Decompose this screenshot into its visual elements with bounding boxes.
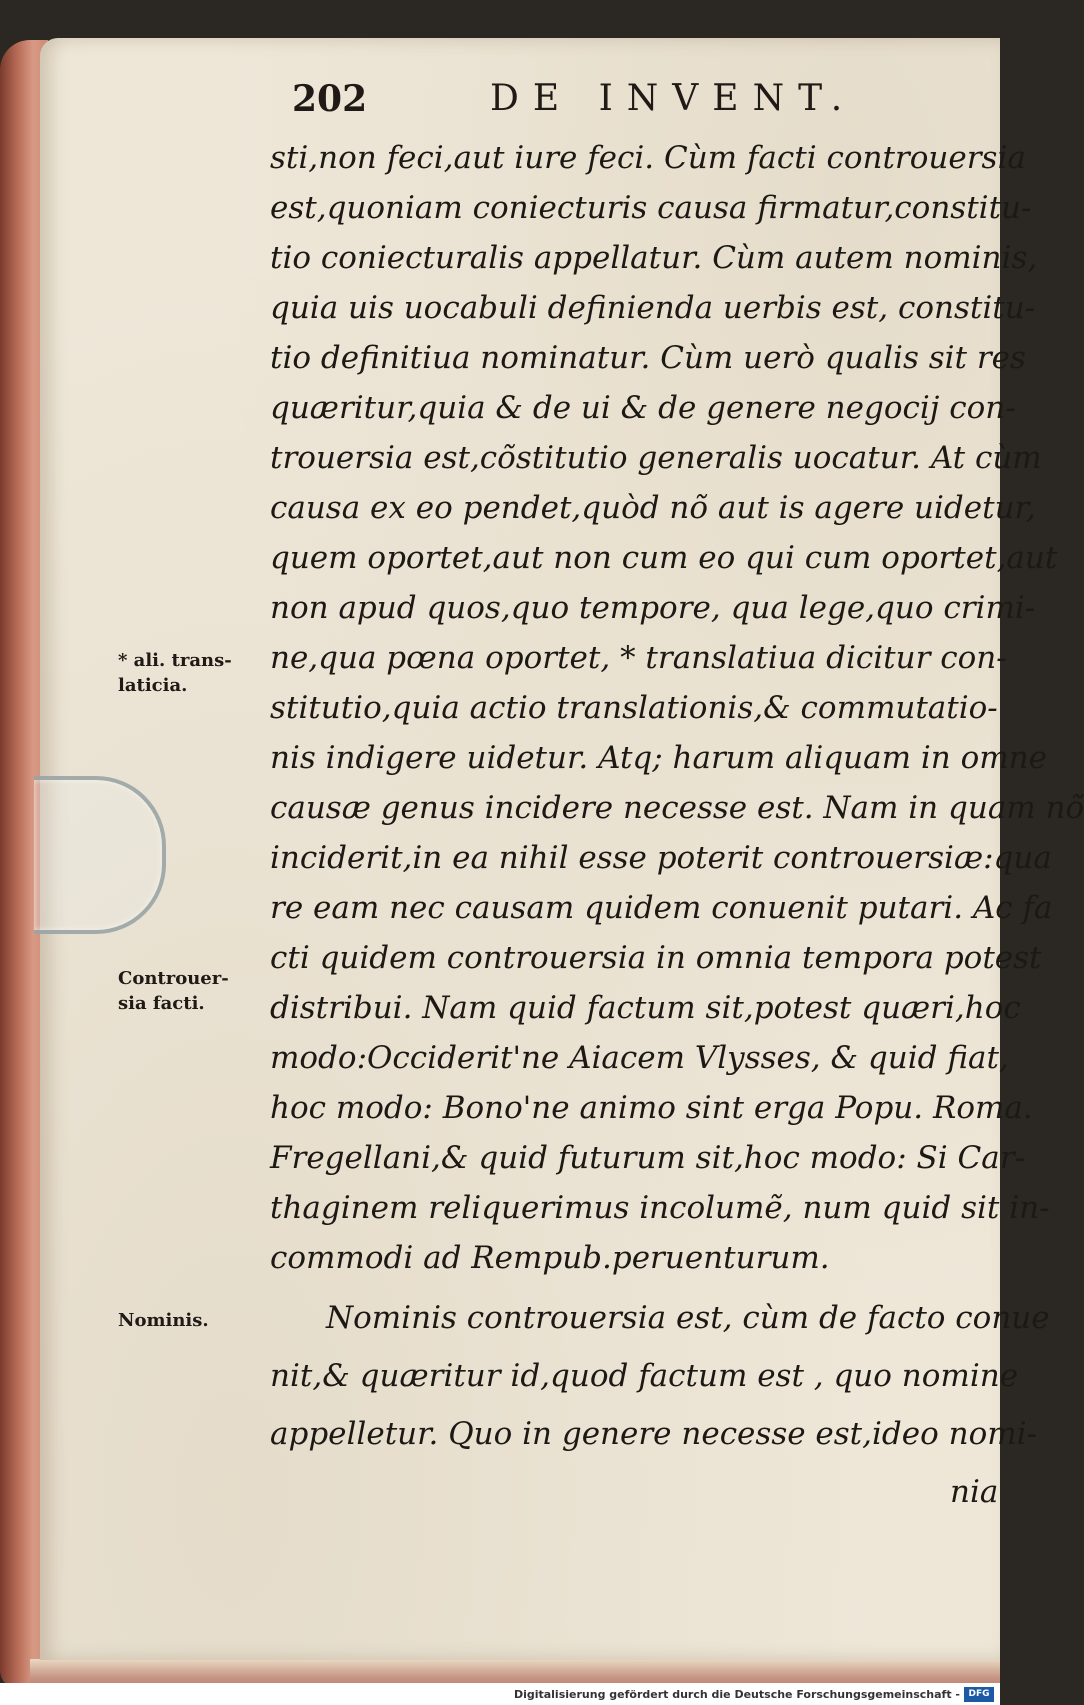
text-line: non apud quos,quo tempore, qua lege,quo crimi- (270, 590, 1036, 626)
text-line: re eam nec causam quidem conuenit putari. Ac fa (270, 890, 1053, 926)
catchword: nia (950, 1474, 999, 1510)
margin-note-line: * ali. trans- (118, 650, 232, 671)
text-line: hoc modo: Bono'ne animo sint erga Popu. Roma. (270, 1090, 1033, 1126)
margin-note-line: laticia. (118, 675, 188, 696)
dfg-logo: DFG (964, 1687, 994, 1702)
margin-note (118, 1308, 209, 1333)
digitization-credit: Digitalisierung gefördert durch die Deutsche Forschungsgemeinschaft - (513, 1688, 960, 1701)
text-line: ne,qua pœna oportet, * translatiua dicitur con- (270, 640, 1007, 676)
text-line: nis indigere uidetur. Atq; harum aliquam in omne (270, 740, 1047, 776)
page-number: 202 (292, 78, 368, 120)
text-line: sti,non feci,aut iure feci. Cùm facti controuersia (270, 140, 1026, 176)
margin-note (118, 966, 229, 1016)
text-line: tio coniecturalis appellatur. Cùm autem nominis, (270, 240, 1038, 276)
margin-note-line: sia facti. (118, 993, 205, 1014)
margin-note (118, 648, 232, 698)
text-line: stitutio,quia actio translationis,& commutatio- (270, 690, 998, 726)
text-line: thaginem reliquerimus incolumẽ, num quid sit in- (270, 1190, 1050, 1226)
text-line: inciderit,in ea nihil esse poterit controuersiæ:qua (270, 840, 1052, 876)
text-line: tio definitiua nominatur. Cùm uerò qualis sit res (270, 340, 1026, 376)
text-line: est,quoniam coniecturis causa firmatur,constitu- (270, 190, 1032, 226)
text-line: nit,& quæritur id,quod factum est , quo nomine (270, 1358, 1019, 1394)
text-line: commodi ad Rempub.peruenturum. (270, 1240, 830, 1276)
text-line: Fregellani,& quid futurum sit,hoc modo: Si Car- (270, 1140, 1026, 1176)
text-line: quæritur,quia & de ui & de genere negocij con- (270, 390, 1016, 426)
text-line: cti quidem controuersia in omnia tempora potest (270, 940, 1042, 976)
margin-note-line: Controuer- (118, 968, 229, 989)
margin-note-line: Nominis. (118, 1310, 209, 1331)
text-line: causæ genus incidere necesse est. Nam in quam nõ (270, 790, 1084, 826)
text-line: trouersia est,cõstitutio generalis uocatur. At cùm (270, 440, 1042, 476)
text-line: Nominis controuersia est, cùm de facto conue (326, 1300, 1050, 1336)
text-line: quia uis uocabuli definienda uerbis est, constitu- (270, 290, 1036, 326)
page-header (0, 78, 1000, 130)
footer-bar (0, 1683, 1000, 1705)
text-line: appelletur. Quo in genere necesse est,ideo nomi- (270, 1416, 1038, 1452)
text-line: quem oportet,aut non cum eo qui cum oportet,aut (270, 540, 1058, 576)
text-line: distribui. Nam quid factum sit,potest quæri,hoc (270, 990, 1021, 1026)
text-line: modo:Occiderit'ne Aiacem Vlysses, & quid fiat, (270, 1040, 1009, 1076)
page-clip (34, 776, 166, 934)
text-line: causa ex eo pendet,quòd nõ aut is agere uidetur, (270, 490, 1036, 526)
running-head: DE INVENT. (490, 78, 857, 119)
